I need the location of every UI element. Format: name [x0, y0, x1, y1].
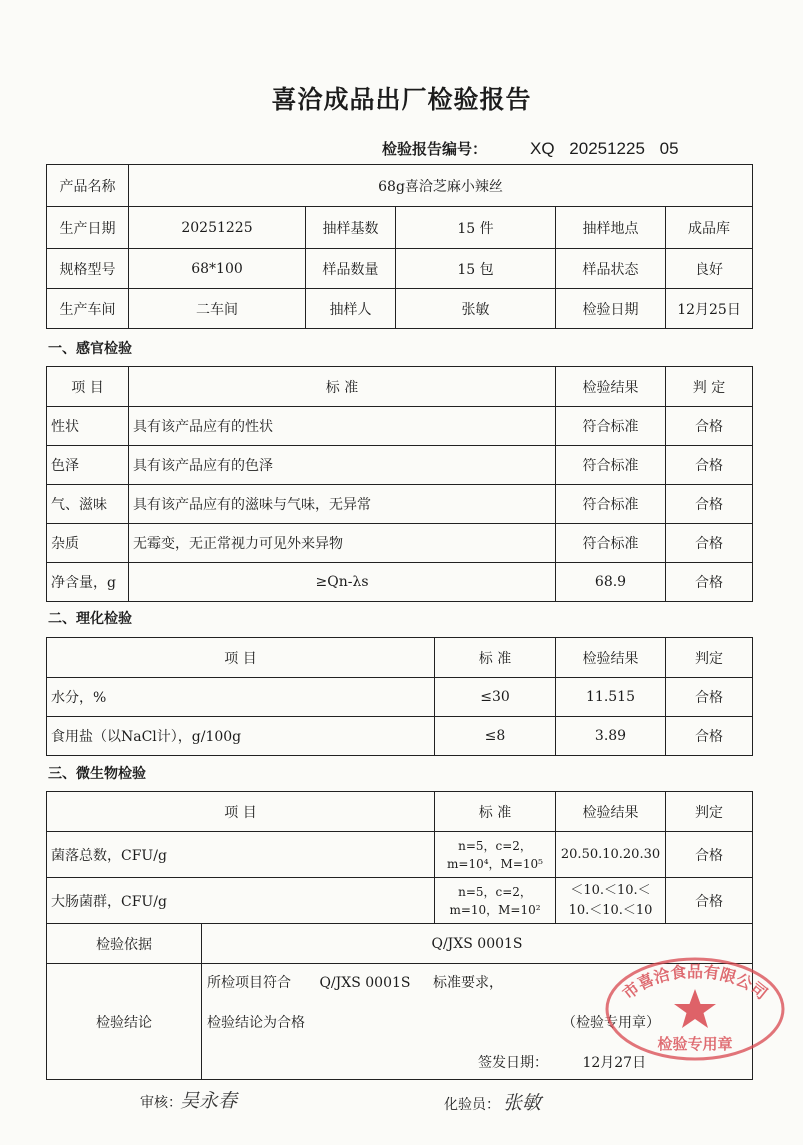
- spec: 68*100: [129, 249, 306, 289]
- report-number-value: XQ 20251225 05: [530, 139, 679, 158]
- micro-item: 菌落总数，CFU/g: [47, 832, 435, 878]
- micro-result-line1: ＜10.＜10.＜: [570, 882, 651, 898]
- info-table: [46, 164, 753, 329]
- physchem-header-item: 项 目: [47, 638, 435, 678]
- table-row: [47, 678, 753, 717]
- inspection-stamp: [602, 955, 788, 1063]
- sample-qty: 15 包: [396, 249, 556, 289]
- sensory-header-standard: 标 准: [129, 367, 556, 407]
- inspect-date-label: 检验日期: [556, 289, 666, 329]
- issue-date: 12月27日: [582, 1055, 647, 1071]
- table-row: [47, 832, 753, 878]
- physchem-verdict: 合格: [666, 717, 753, 756]
- issue-date-label: 签发日期：: [478, 1055, 548, 1071]
- sampler-label: 抽样人: [306, 289, 396, 329]
- stamp-top-text: 市喜洽食品有限公司: [618, 962, 772, 1004]
- basis-value: Q/JXS 0001S: [202, 924, 753, 964]
- workshop: 二车间: [129, 289, 306, 329]
- sensory-verdict: 合格: [666, 524, 753, 563]
- workshop-label: 生产车间: [47, 289, 129, 329]
- sensory-result: 符合标准: [556, 407, 666, 446]
- sensory-verdict: 合格: [666, 446, 753, 485]
- sensory-header-item: 项 目: [47, 367, 129, 407]
- physchem-item: 食用盐（以NaCl计），g/100g: [47, 717, 435, 756]
- sensory-standard: 无霉变，无正常视力可见外来异物: [129, 524, 556, 563]
- sample-base-label: 抽样基数: [306, 207, 396, 249]
- reviewer-signature: 吴永春: [180, 1090, 238, 1112]
- product-name-label: 产品名称: [47, 165, 129, 207]
- stamp-bottom-text: 检验专用章: [657, 1035, 733, 1053]
- table-row: [47, 485, 753, 524]
- sensory-standard: 具有该产品应有的滋味与气味，无异常: [129, 485, 556, 524]
- physchem-verdict: 合格: [666, 678, 753, 717]
- basis-label: 检验依据: [47, 924, 202, 964]
- prod-date: 20251225: [129, 207, 306, 249]
- micro-standard: [435, 878, 556, 924]
- sensory-result: 68.9: [556, 563, 666, 602]
- sensory-standard: 具有该产品应有的色泽: [129, 446, 556, 485]
- spec-label: 规格型号: [47, 249, 129, 289]
- inspector-signature: 张敏: [503, 1092, 542, 1114]
- micro-header-verdict: 判定: [666, 792, 753, 832]
- sample-state: 良好: [666, 249, 753, 289]
- sensory-item: 色泽: [47, 446, 129, 485]
- sensory-header-result: 检验结果: [556, 367, 666, 407]
- sensory-heading: 一、感官检验: [48, 341, 132, 357]
- sample-place-label: 抽样地点: [556, 207, 666, 249]
- sample-state-label: 样品状态: [556, 249, 666, 289]
- table-row: [47, 524, 753, 563]
- report-number-label: 检验报告编号：: [382, 140, 488, 158]
- sensory-standard: 具有该产品应有的性状: [129, 407, 556, 446]
- conclusion-line2: 检验结论为合格: [207, 1015, 305, 1031]
- inspector-label: 化验员：: [444, 1097, 500, 1113]
- sensory-item: 杂质: [47, 524, 129, 563]
- conclusion-label: 检验结论: [47, 964, 202, 1080]
- sensory-result: 符合标准: [556, 446, 666, 485]
- physchem-result: 3.89: [556, 717, 666, 756]
- micro-header-standard: 标 准: [435, 792, 556, 832]
- sensory-item: 净含量，g: [47, 563, 129, 602]
- reviewer-label: 审核：: [140, 1095, 182, 1111]
- physchem-header-verdict: 判定: [666, 638, 753, 678]
- micro-verdict: 合格: [666, 878, 753, 924]
- conclusion-line1-a: 所检项目符合: [207, 975, 291, 991]
- micro-standard: [435, 832, 556, 878]
- micro-header-result: 检验结果: [556, 792, 666, 832]
- micro-result: [556, 878, 666, 924]
- physchem-standard: ≤8: [435, 717, 556, 756]
- seal-note: （检验专用章）: [562, 1015, 660, 1031]
- table-row: [47, 446, 753, 485]
- sensory-result: 符合标准: [556, 524, 666, 563]
- table-row: [47, 563, 753, 602]
- sensory-item: 性状: [47, 407, 129, 446]
- micro-result-line2: 10.＜10.＜10: [568, 902, 653, 918]
- physchem-header-result: 检验结果: [556, 638, 666, 678]
- physchem-table: [46, 637, 753, 756]
- physchem-result: 11.515: [556, 678, 666, 717]
- physchem-heading: 二、理化检验: [48, 611, 132, 627]
- sensory-standard: ≥Qn-λs: [129, 563, 556, 602]
- table-row: [47, 878, 753, 924]
- sensory-verdict: 合格: [666, 485, 753, 524]
- micro-standard-line1: n=5，c=2，: [458, 838, 532, 853]
- product-name: 68g喜洽芝麻小辣丝: [129, 165, 753, 207]
- conclusion-line1-c: 标准要求，: [432, 975, 503, 991]
- sensory-table: [46, 366, 753, 602]
- prod-date-label: 生产日期: [47, 207, 129, 249]
- physchem-standard: ≤30: [435, 678, 556, 717]
- micro-result: [556, 832, 666, 878]
- table-row: [47, 407, 753, 446]
- sample-place: 成品库: [666, 207, 753, 249]
- sample-base: 15 件: [396, 207, 556, 249]
- star-icon: [674, 989, 716, 1028]
- sensory-result: 符合标准: [556, 485, 666, 524]
- micro-item: 大肠菌群，CFU/g: [47, 878, 435, 924]
- sensory-item: 气、滋味: [47, 485, 129, 524]
- conclusion-line1: [207, 972, 503, 992]
- micro-header-item: 项 目: [47, 792, 435, 832]
- conclusion-line1-b: Q/JXS 0001S: [319, 975, 411, 991]
- report-title: 喜洽成品出厂检验报告: [271, 85, 532, 114]
- sensory-header-verdict: 判 定: [666, 367, 753, 407]
- inspect-date: 12月25日: [666, 289, 753, 329]
- sampler: 张敏: [396, 289, 556, 329]
- physchem-item: 水分，%: [47, 678, 435, 717]
- physchem-header-standard: 标 准: [435, 638, 556, 678]
- micro-standard-line1: n=5，c=2，: [458, 884, 532, 899]
- sensory-verdict: 合格: [666, 407, 753, 446]
- sample-qty-label: 样品数量: [306, 249, 396, 289]
- micro-standard-line2: m=10，M=10²: [449, 902, 541, 917]
- micro-standard-line2: m=10⁴，M=10⁵: [447, 856, 543, 871]
- micro-result-line1: 20.50.10.20.30: [560, 847, 661, 862]
- micro-verdict: 合格: [666, 832, 753, 878]
- sensory-verdict: 合格: [666, 563, 753, 602]
- micro-heading: 三、微生物检验: [48, 766, 146, 782]
- table-row: [47, 717, 753, 756]
